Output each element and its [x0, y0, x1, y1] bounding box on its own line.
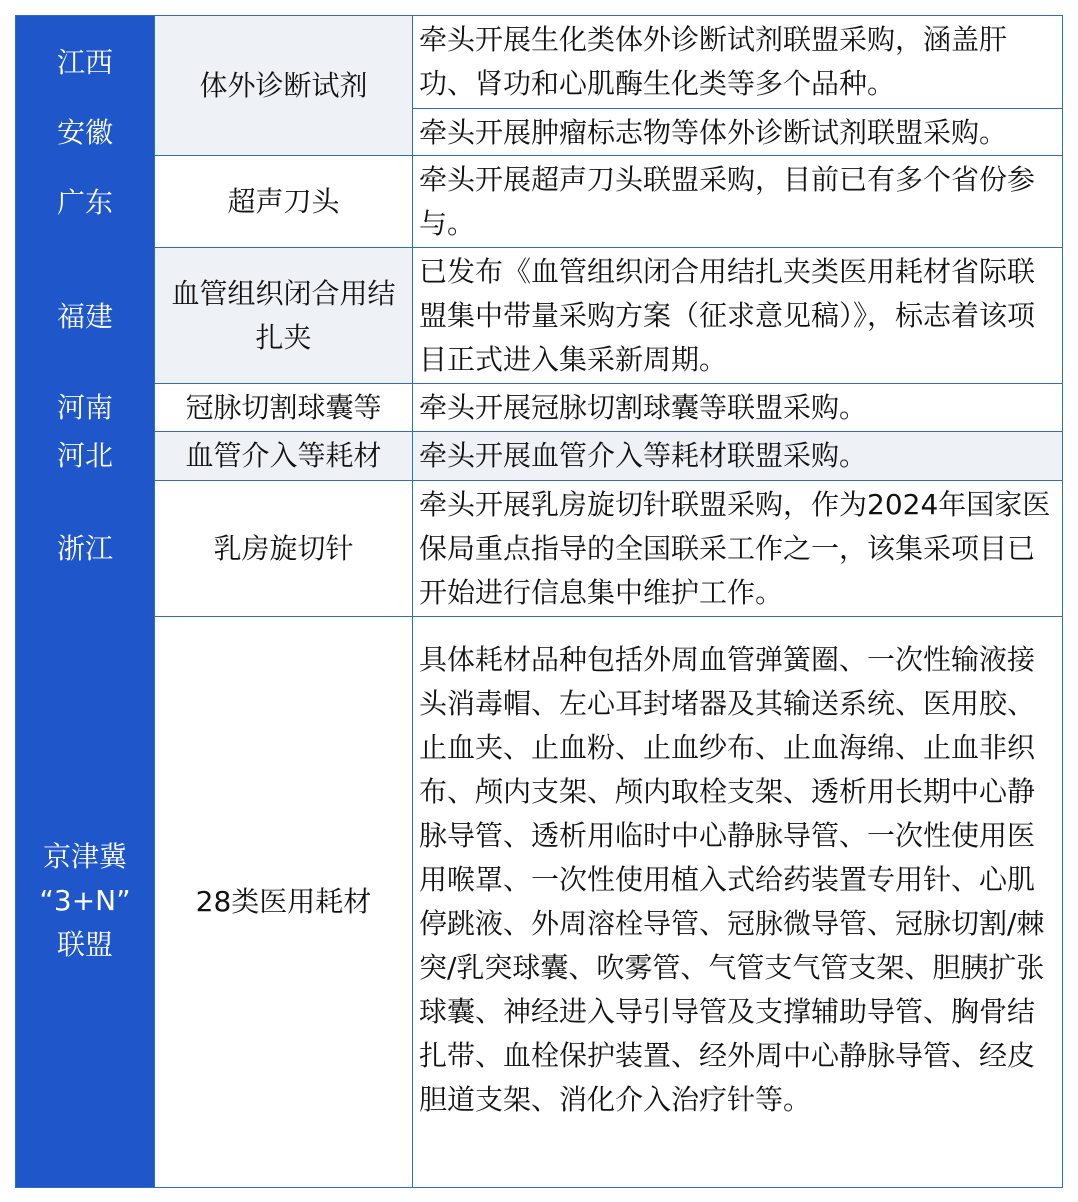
detail-cell: 牵头开展乳房旋切针联盟采购，作为2024年国家医保局重点指导的全国联采工作之一，该集采项目已开始进行信息集中维护工作。 [412, 480, 1063, 617]
detail-cell: 牵头开展血管介入等耗材联盟采购。 [412, 431, 1063, 481]
detail-cell: 具体耗材品种包括外周血管弹簧圈、一次性输液接头消毒帽、左心耳封堵器及其输送系统、医用胶、止血夹、止血粉、止血纱布、止血海绵、止血非织布、颅内支架、颅内取栓支架、透析用长期中心静脉导管、透析用临时中心静脉导管、一次性使用医用喉罩、一次性使用植入式给药装置专用针、心肌停跳液、外周溶栓导管、冠脉微导管、冠脉切割/棘突/乳突球囊、吹雾管、气管支气管支架、胆胰扩张球囊、神经进入导引导管及支撑辅助导管、胸骨结扎带、血栓保护装置、经外周中心静脉导管、经皮胆道支架、消化介入治疗针等。 [412, 616, 1063, 1188]
category-cell: 冠脉切割球囊等 [154, 383, 413, 432]
category-cell: 血管组织闭合用结扎夹 [154, 247, 413, 384]
province-label: “3+N” [39, 884, 131, 917]
province-label: 福建 [56, 300, 113, 333]
province-label: 河北 [56, 439, 113, 472]
category-cell: 体外诊断试剂 [154, 15, 413, 156]
category-cell: 超声刀头 [154, 155, 413, 248]
province-label: 广东 [56, 186, 113, 219]
category-cell: 28类医用耗材 [154, 616, 413, 1188]
province-label: 浙江 [56, 532, 113, 565]
detail-cell: 牵头开展冠脉切割球囊等联盟采购。 [412, 383, 1063, 432]
detail-cell: 牵头开展生化类体外诊断试剂联盟采购，涵盖肝功、肾功和心肌酶生化类等多个品种。 [412, 15, 1063, 109]
category-cell: 血管介入等耗材 [154, 431, 413, 481]
province-label: 京津冀 [42, 840, 127, 873]
province-label: 江西 [56, 46, 113, 79]
province-label: 河南 [56, 391, 113, 424]
detail-cell: 牵头开展肿瘤标志物等体外诊断试剂联盟采购。 [412, 108, 1063, 156]
table-frame [15, 15, 1063, 1188]
detail-cell: 牵头开展超声刀头联盟采购，目前已有多个省份参与。 [412, 155, 1063, 248]
province-label: 联盟 [56, 928, 113, 961]
province-label: 安徽 [56, 116, 113, 149]
detail-cell: 已发布《血管组织闭合用结扎夹类医用耗材省际联盟集中带量采购方案（征求意见稿）》，标志着该项目正式进入集采新周期。 [412, 247, 1063, 384]
category-cell: 乳房旋切针 [154, 480, 413, 617]
